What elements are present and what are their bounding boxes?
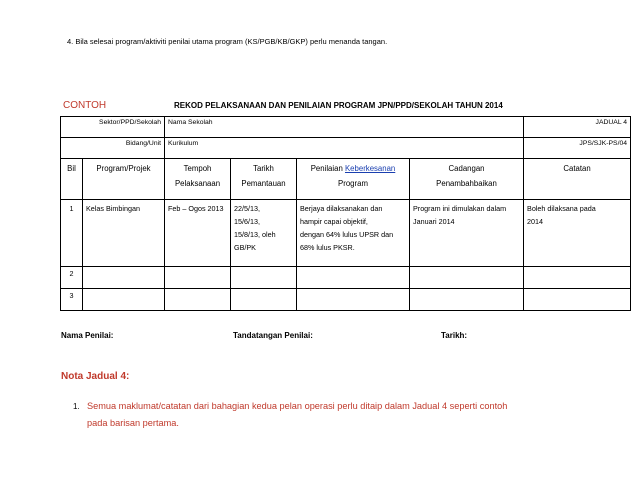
nama-penilai-label: Nama Penilai: — [61, 331, 114, 340]
sector-row — [61, 117, 631, 138]
row-catatan: Boleh dilaksana pada 2014 — [524, 200, 631, 267]
row-penilaian: Berjaya dilaksanakan dan hampir capai objektif, dengan 64% lulus UPSR dan 68% lulus PKSR. — [297, 200, 410, 267]
table-row — [61, 289, 631, 311]
tandatangan-penilai-label: Tandatangan Penilai: — [233, 331, 313, 340]
nota-line-2: pada barisan pertama. — [87, 418, 179, 428]
header-catatan: Catatan — [524, 159, 631, 200]
unit-row — [61, 138, 631, 159]
row-bil: 1 — [61, 200, 83, 267]
row-tarikh: 22/5/13, 15/6/13, 15/8/13, oleh GB/PK — [231, 200, 297, 267]
table-row — [61, 200, 631, 267]
nota-item-number: 1. — [73, 402, 80, 411]
unit-label: Bidang/Unit — [61, 138, 165, 159]
jadual-code: JADUAL 4 — [524, 117, 631, 138]
tarikh-label: Tarikh: — [441, 331, 468, 340]
header-tarikh: Tarikh Pemantauan — [231, 159, 297, 200]
nota-line-1: Semua maklumat/catatan dari bahagian kedua pelan operasi perlu ditaip dalam Jadual 4 seperti contoh — [87, 401, 508, 411]
instruction-note-4: 4. Bila selesai program/aktiviti penilai utama program (KS/PGB/KB/GKP) perlu menanda tangan. — [67, 37, 388, 46]
header-cadangan: Cadangan Penambahbaikan — [410, 159, 524, 200]
sector-label: Sektor/PPD/Sekolah — [61, 117, 165, 138]
row-bil: 3 — [61, 289, 83, 311]
header-program: Program/Projek — [83, 159, 165, 200]
form-title: REKOD PELAKSANAAN DAN PENILAIAN PROGRAM JPN/PPD/SEKOLAH TAHUN 2014 — [174, 101, 503, 110]
keberkesanan-link: Keberkesanan — [344, 164, 396, 173]
row-program: Kelas Bimbingan — [83, 200, 165, 267]
row-tempoh: Feb – Ogos 2013 — [165, 200, 231, 267]
nota-item-1 — [73, 398, 593, 431]
unit-code: JPS/SJK-PS/04 — [524, 138, 631, 159]
record-table — [60, 116, 631, 311]
header-row — [61, 159, 631, 200]
row-bil: 2 — [61, 267, 83, 289]
nota-title: Nota Jadual 4: — [61, 371, 130, 382]
contoh-label: CONTOH — [63, 100, 107, 111]
sector-value: Nama Sekolah — [165, 117, 524, 138]
unit-value: Kurikulum — [165, 138, 524, 159]
header-bil: Bil — [61, 159, 83, 200]
header-penilaian: Penilaian Keberkesanan Program — [297, 159, 410, 200]
header-tempoh: Tempoh Pelaksanaan — [165, 159, 231, 200]
row-cadangan: Program ini dimulakan dalam Januari 2014 — [410, 200, 524, 267]
table-row — [61, 267, 631, 289]
